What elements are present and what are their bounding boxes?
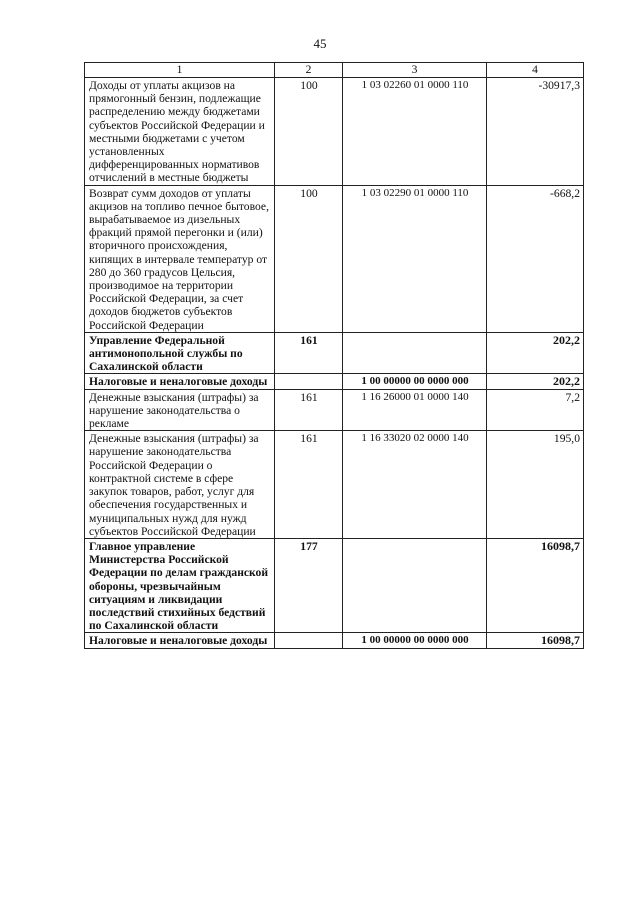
table-row <box>85 389 584 431</box>
row-amount: 16098,7 <box>487 538 584 632</box>
table-row <box>85 538 584 632</box>
row-amount: -30917,3 <box>487 78 584 186</box>
row-admin-code: 161 <box>275 431 343 539</box>
row-name: Доходы от уплаты акцизов на прямогонный бензин, подлежащие распределению между бюджетами субъектов Российской Федерации и местными бюджетами с учетом установленных дифференцированных нормативов отчислений в местные бюджеты <box>85 78 275 186</box>
row-budget-code: 1 16 26000 01 0000 140 <box>343 389 487 431</box>
row-name: Возврат сумм доходов от уплаты акцизов на топливо печное бытовое, вырабатываемое из дизельных фракций прямой перегонки и (или) вторичного происхождения, кипящих в интервале температур от 280 до 360 градусов Цельсия, производимое на территории Российской Федерации, за счет доходов бюджетов субъектов Российской Федерации <box>85 185 275 332</box>
table-row <box>85 332 584 374</box>
row-budget-code: 1 03 02290 01 0000 110 <box>343 185 487 332</box>
row-name: Налоговые и неналоговые доходы <box>85 374 275 389</box>
row-budget-code <box>343 332 487 374</box>
row-admin-code <box>275 633 343 648</box>
column-header-1: 1 <box>85 63 275 78</box>
row-budget-code: 1 00 00000 00 0000 000 <box>343 374 487 389</box>
row-admin-code: 100 <box>275 78 343 186</box>
column-header-4: 4 <box>487 63 584 78</box>
row-amount: 202,2 <box>487 332 584 374</box>
row-amount: 202,2 <box>487 374 584 389</box>
row-admin-code <box>275 374 343 389</box>
row-admin-code: 161 <box>275 389 343 431</box>
table-row <box>85 633 584 648</box>
row-amount: 16098,7 <box>487 633 584 648</box>
table-row <box>85 431 584 539</box>
row-name: Управление Федеральной антимонопольной службы по Сахалинской области <box>85 332 275 374</box>
row-budget-code <box>343 538 487 632</box>
row-name: Денежные взыскания (штрафы) за нарушение законодательства Российской Федерации о контрактной системе в сфере закупок товаров, работ, услуг для обеспечения государственных и муниципальных нужд для нужд субъектов Российской Федерации <box>85 431 275 539</box>
row-name: Главное управление Министерства Российской Федерации по делам гражданской обороны, чрезвычайным ситуациям и ликвидации последствий стихийных бедствий по Сахалинской области <box>85 538 275 632</box>
column-header-3: 3 <box>343 63 487 78</box>
row-budget-code: 1 03 02260 01 0000 110 <box>343 78 487 186</box>
row-admin-code: 177 <box>275 538 343 632</box>
row-budget-code: 1 00 00000 00 0000 000 <box>343 633 487 648</box>
table-row <box>85 185 584 332</box>
row-amount: 195,0 <box>487 431 584 539</box>
table-row <box>85 374 584 389</box>
row-admin-code: 100 <box>275 185 343 332</box>
column-header-2: 2 <box>275 63 343 78</box>
row-budget-code: 1 16 33020 02 0000 140 <box>343 431 487 539</box>
row-admin-code: 161 <box>275 332 343 374</box>
budget-revenue-table <box>84 62 584 649</box>
table-row <box>85 78 584 186</box>
row-amount: -668,2 <box>487 185 584 332</box>
row-name: Денежные взыскания (штрафы) за нарушение законодательства о рекламе <box>85 389 275 431</box>
page-number: 45 <box>313 36 327 51</box>
table-header-row <box>85 63 584 78</box>
row-amount: 7,2 <box>487 389 584 431</box>
row-name: Налоговые и неналоговые доходы <box>85 633 275 648</box>
